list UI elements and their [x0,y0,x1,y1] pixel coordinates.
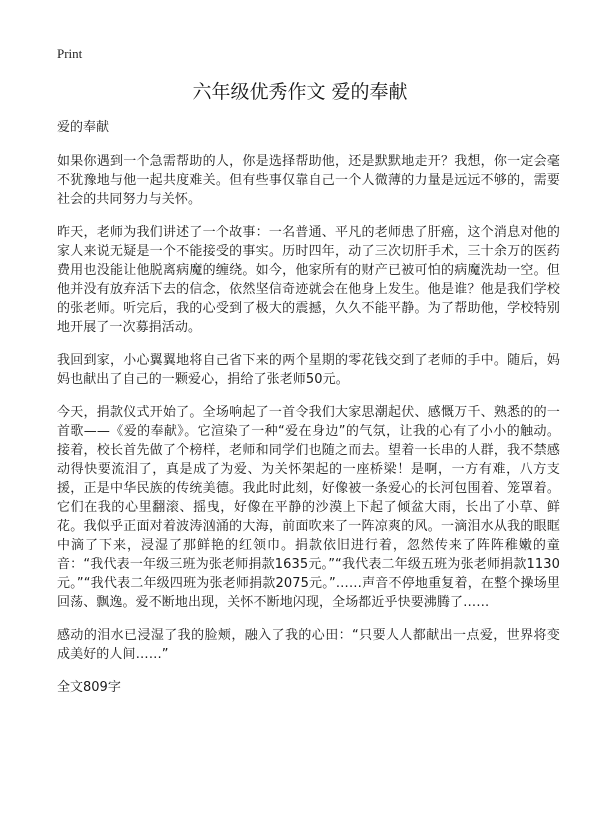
paragraph-1: 如果你遇到一个急需帮助的人，你是选择帮助他，还是默默地走开？我想，你一定会毫不犹豫地与他一起共度难关。但有些事仅靠自己一个人微薄的力量是远远不够的，需要社会的共同努力与关怀。 [57,154,560,207]
page-title: 六年级优秀作文 爱的奉献 [192,81,408,103]
paragraph-2: 昨天，老师为我们讲述了一个故事：一名普通、平凡的老师患了肝癌，这个消息对他的家人来说无疑是一个不能接受的事实。历时四年，动了三次切肝手术，三十余万的医药费用也没能让他脱离病魔的缠绕。如今，他家所有的财产已被可怕的病魔洗劫一空。但他并没有放弃活下去的信念，依然坚信奇迹就会在他身上发生。他是谁？他是我们学校的张老师。听完后，我的心受到了极大的震撼，久久不能平静。为了帮助他，学校特别地开展了一次募捐活动。 [57,225,560,335]
print-link[interactable]: Print [57,46,83,61]
word-count: 全文809字 [57,680,121,695]
paragraph-3: 我回到家，小心翼翼地将自己省下来的两个星期的零花钱交到了老师的手中。随后，妈妈也献出了自己的一颗爱心，捐给了张老师50元。 [57,353,560,387]
article-body [57,118,560,698]
article-subtitle: 爱的奉献 [57,120,110,135]
paragraph-5: 感动的泪水已浸湿了我的脸颊，融入了我的心田：“只要人人都献出一点爱，世界将变成美好的人间……” [57,628,560,662]
paragraph-4: 今天，捐款仪式开始了。全场响起了一首令我们大家思潮起伏、感慨万千、熟悉的的一首歌——《爱的奉献》。它渲染了一种“爱在身边”的气氛，让我的心有了小小的触动。接着，校长首先做了个榜样，老师和同学们也随之而去。望着一长串的人群，我不禁感动得快要流泪了，真是成了为爱、为关怀架起的一座桥梁！是啊，一方有难，八方支援，正是中华民族的传统美德。我此时此刻，好像被一条爱心的长河包围着、笼罩着。它们在我的心里翻滚、摇曳，好像在平静的沙漠上下起了倾盆大雨，长出了小草、鲜花。我似乎正面对着波涛汹涌的大海，前面吹来了一阵凉爽的风。一滴泪水从我的眼眶中滴了下来，浸湿了那鲜艳的红领巾。捐款依旧进行着，忽然传来了阵阵稚嫩的童音：“我代表一年级三班为张老师捐款1635元。”“我代表二年级五班为张老师捐款1130元。”“我代表二年级四班为张老师捐款2075元。”……声音不停地重复着，在整个操场里回荡、飘逸。爱不断地出现，关怀不断地闪现，全场都近乎快要沸腾了…… [57,405,560,610]
